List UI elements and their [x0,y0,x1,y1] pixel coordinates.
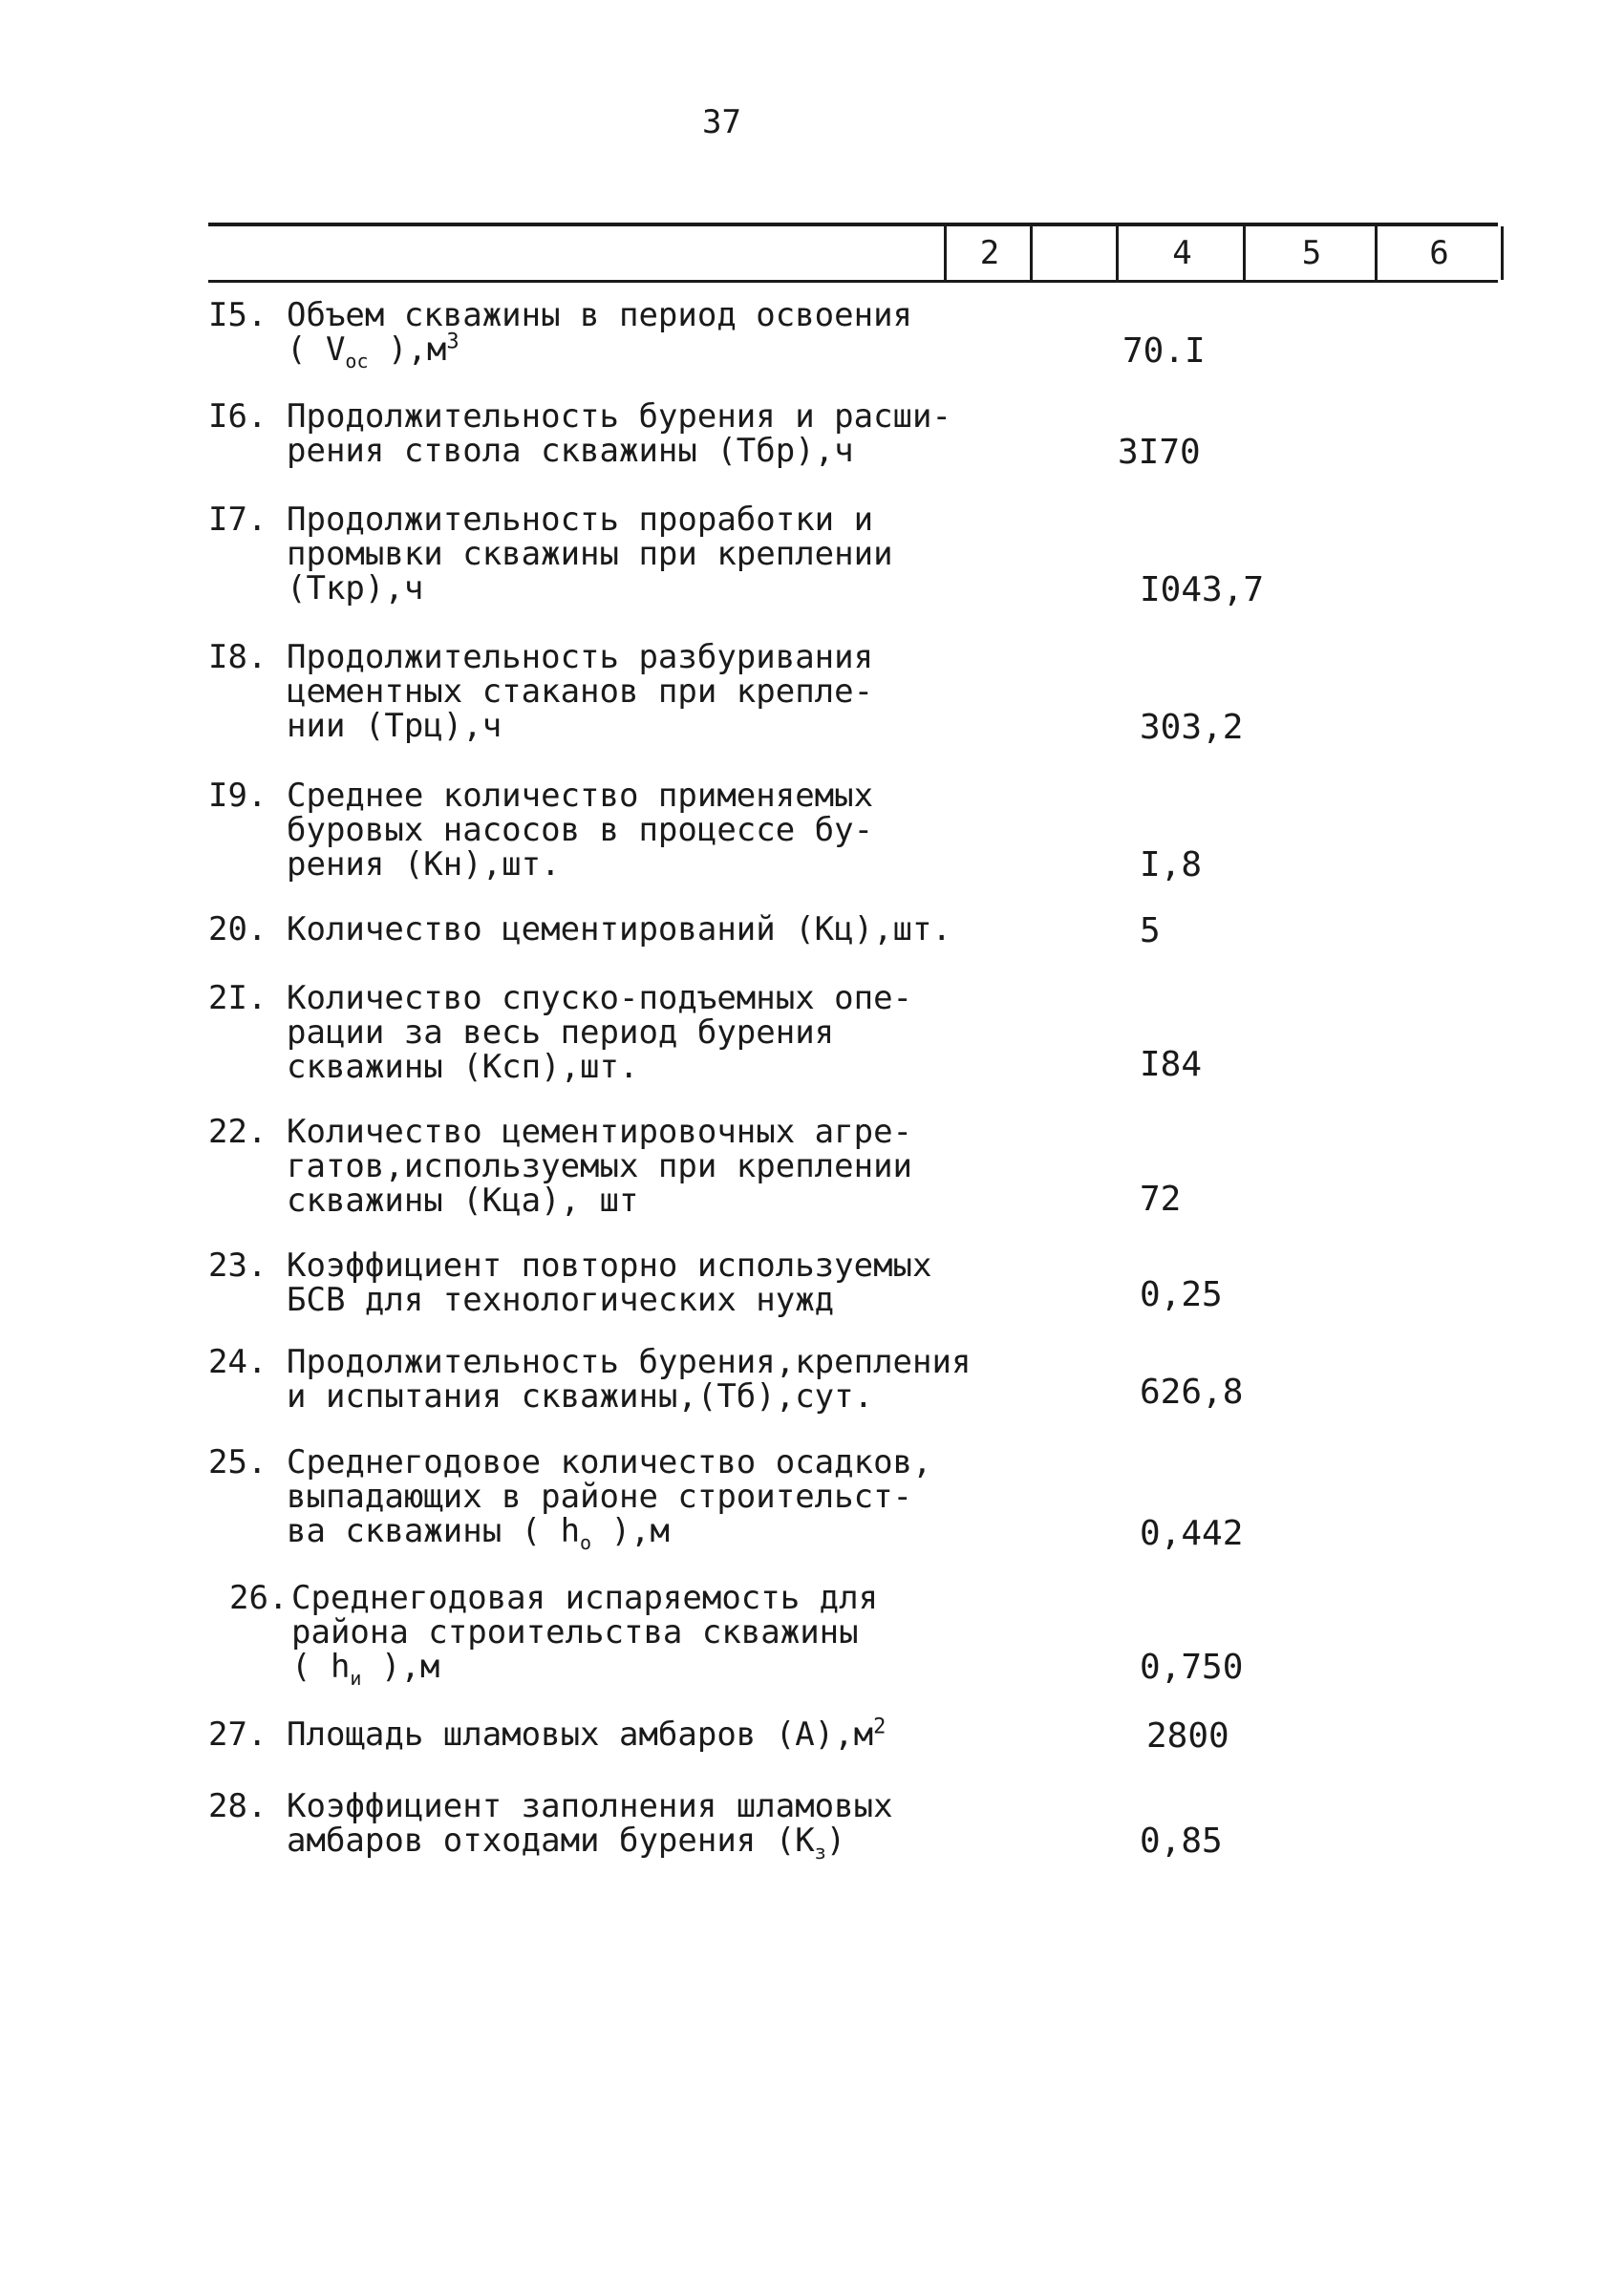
item-description [287,1443,932,1554]
item-description [291,1579,879,1690]
item-number: 27. [208,1715,267,1754]
item-description-line: рации за весь период бурения [287,1013,835,1052]
item-description-line: цементных стаканов при крепле- [287,672,874,711]
header-col-6: 6 [1375,226,1504,280]
item-description [287,1787,893,1864]
item-value: I043,7 [1140,570,1265,609]
header-col-5: 5 [1243,226,1378,280]
header-col-2: 2 [944,226,1033,280]
item-value: 2800 [1146,1716,1229,1756]
item-description-line: района строительства скважины [291,1613,859,1651]
table-header [208,226,1498,280]
item-description-line: БСВ для технологических нужд [287,1281,835,1319]
item-description-line: промывки скважины при креплении [287,535,893,573]
item-number: 28. [208,1787,267,1825]
item-number: 24. [208,1343,267,1381]
item-description-line: амбаров отходами бурения $(К_з)$ [287,1822,846,1864]
item-description [287,296,913,373]
page-number: 37 [702,103,741,141]
item-number: 25. [208,1443,267,1481]
item-number: 20. [208,910,267,948]
item-description-line: буровых насосов в процессе бу- [287,811,874,849]
item-value: 0,85 [1140,1822,1223,1861]
item-value: 5 [1140,911,1161,950]
item-value: 626,8 [1140,1373,1244,1412]
item-value: 3I70 [1118,433,1201,472]
item-description-line: Количество цементирований (Кц),шт. [287,910,951,948]
item-description-line: Продолжительность разбуривания [287,638,874,676]
item-description-line: нии (Трц),ч [287,707,502,745]
item-description [287,1115,912,1218]
item-description-line: рения (Кн),шт. [287,845,561,884]
item-description-line: Объем скважины в период освоения [287,296,913,334]
item-number: 2I. [208,979,267,1017]
item-description-line: Количество спуско-подъемных опе- [287,979,913,1017]
item-value: 0,750 [1140,1648,1244,1687]
item-description-line: (Ткр),ч [287,569,424,607]
item-number: I8. [208,638,267,676]
item-description-line: Количество цементировочных агре- [287,1113,913,1151]
item-description-line: скважины (Ксп),шт. [287,1048,639,1086]
item-description-line: Продолжительность проработки и [287,501,874,539]
item-value: 0,25 [1140,1275,1223,1314]
item-description-line: скважины (Кца), шт [287,1182,639,1220]
table-header-rule [208,280,1498,283]
item-description-line: Продолжительность бурения и расши- [287,397,951,436]
item-description [287,399,951,468]
item-value: 303,2 [1140,708,1244,747]
item-value: 0,442 [1140,1514,1244,1553]
item-number: I7. [208,501,267,539]
item-description-line: и испытания скважины,(Тб),сут. [287,1377,874,1416]
item-value: 72 [1140,1180,1182,1219]
item-number: I9. [208,777,267,815]
item-description [287,1345,971,1414]
item-description-line: Среднегодовое количество осадков, [287,1443,932,1481]
item-description-line: Площадь шламовых амбаров $(А),м^2$ [287,1715,887,1754]
item-description [287,1717,886,1752]
header-col-3 [1030,226,1119,280]
item-value: I84 [1140,1045,1203,1084]
item-description [287,981,912,1084]
item-number: 23. [208,1247,267,1285]
item-description-line: Среднее количество применяемых [287,777,874,815]
item-description [287,502,893,606]
item-description [287,778,873,882]
item-description-line: ( $V_{ос}$ )$,м^3$ [287,330,459,373]
item-number: I6. [208,397,267,436]
header-col-4: 4 [1116,226,1246,280]
item-description-line: Среднегодовая испаряемость для [291,1579,879,1617]
item-description-line: рения ствола скважины (Тбр),ч [287,432,854,470]
item-description [287,1248,932,1317]
item-number: 22. [208,1113,267,1151]
item-description-line: Коэффициент заполнения шламовых [287,1787,893,1825]
item-description-line: ва скважины ( $h_о$ ),м [287,1512,670,1554]
item-number: I5. [208,296,267,334]
item-description-line: Коэффициент повторно используемых [287,1247,932,1285]
item-description-line: Продолжительность бурения,крепления [287,1343,972,1381]
item-value: 70.I [1122,331,1206,371]
item-description-line: гатов,используемых при креплении [287,1147,913,1185]
item-description [287,912,951,947]
item-value: I,8 [1140,845,1203,884]
item-description-line: ( $h_и$ ),м [291,1648,440,1690]
item-number: 26. [229,1579,288,1617]
item-description [287,640,873,743]
item-description-line: выпадающих в районе строительст- [287,1478,913,1516]
